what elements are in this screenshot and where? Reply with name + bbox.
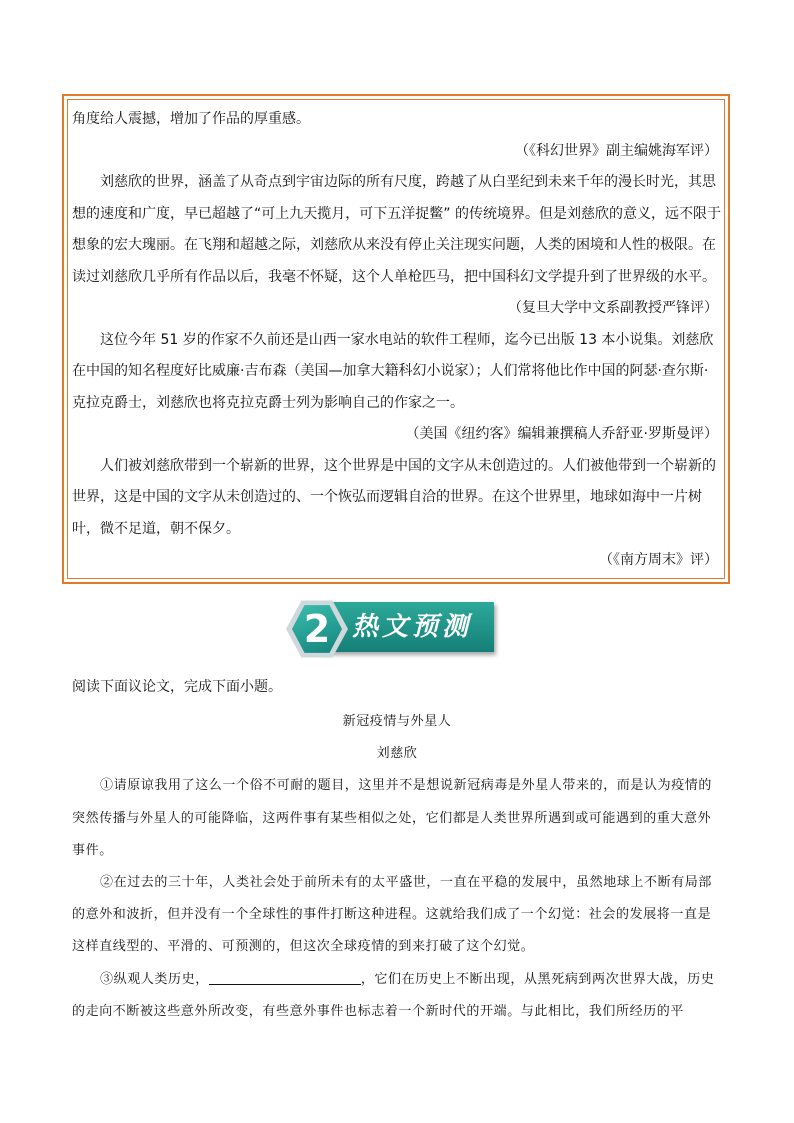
review-p1-source: （《科幻世界》副主编姚海军评） [515,142,718,159]
article-para-1: ①请原谅我用了这么一个俗不可耐的题目，这里并不是想说新冠病毒是外星人带来的，而是认为疫情的突然传播与外星人的可能降临，这两件事有某些相似之处，它们都是人类世界所遇到或可能遇到的重大意外事件。 [72,778,713,858]
review-p4: 人们被刘慈欣带到一个崭新的世界，这个世界是中国的文字从未创造过的。人们被他带到一个崭新的世界，这是中国的文字从未创造过的、一个恢弘而逻辑自洽的世界。在这个世界里，地球如海中一片树叶，微不足道，朝不保夕。 [72,457,716,537]
para3-lead: ③纵观人类历史， [100,971,209,987]
banner-title: 热文预测 [352,612,473,642]
answer-blank[interactable] [209,970,361,985]
para3-rest: ，它们在历史上不断出现，从黑死病到两次世界大战，历史的走向不断被这些意外所改变，有些意外事件也标志着一个新时代的开端。与此相比，我们所经历的平 [72,971,715,1019]
review-p2-source: （复旦大学中文系副教授严锋评） [508,300,718,316]
review-content [72,104,722,577]
review-p1: 角度给人震撼，增加了作品的厚重感。 [72,111,310,127]
review-p3: 这位今年 51 岁的作家不久前还是山西一家水电站的软件工程师，迄今已出版 13 本小说集。刘慈欣在中国的知名程度好比威廉·吉布森（美国—加拿大籍科幻小说家）；人们常将他比作中国的阿瑟·查尔斯·克拉克爵士，刘慈欣也将克拉克爵士列为影响自己的作家之一。 [72,331,714,411]
review-p3-source: （美国《纽约客》编辑兼撰稿人乔舒亚·罗斯曼评） [405,426,718,442]
article [72,706,722,1028]
section-banner [286,598,496,660]
review-p2: 刘慈欣的世界，涵盖了从奇点到宇宙边际的所有尺度，跨越了从白垩纪到未来千年的漫长时光，其思想的速度和广度，早已超越了“可上九天揽月，可下五洋捉鳖” 的传统境界。但是刘慈欣的意义，远不限于想象的宏大瑰丽。在飞翔和超越之际，刘慈欣从来没有停止关注现实问题，人类的困境和人性的极限。在读过刘慈欣几乎所有作品以后，我毫不怀疑，这个人单枪匹马，把中国科幻文学提升到了世界级的水平。 [72,174,721,285]
instruction-text: 阅读下面议论文，完成下面小题。 [72,679,282,695]
article-para-3 [72,964,722,1028]
review-p4-source: （《南方周末》评） [599,552,718,568]
article-title: 新冠疫情与外星人 [342,714,452,729]
article-author: 刘慈欣 [376,746,418,762]
banner-number: 2 [303,607,331,651]
article-para-2: ②在过去的三十年，人类社会处于前所未有的太平盛世，一直在平稳的发展中，虽然地球上不断有局部的意外和波折，但并没有一个全球性的事件打断这种进程。这就给我们成了一个幻觉：社会的发展将一直是这样直线型的、平滑的、可预测的，但这次全球疫情的到来打破了这个幻觉。 [72,875,713,955]
